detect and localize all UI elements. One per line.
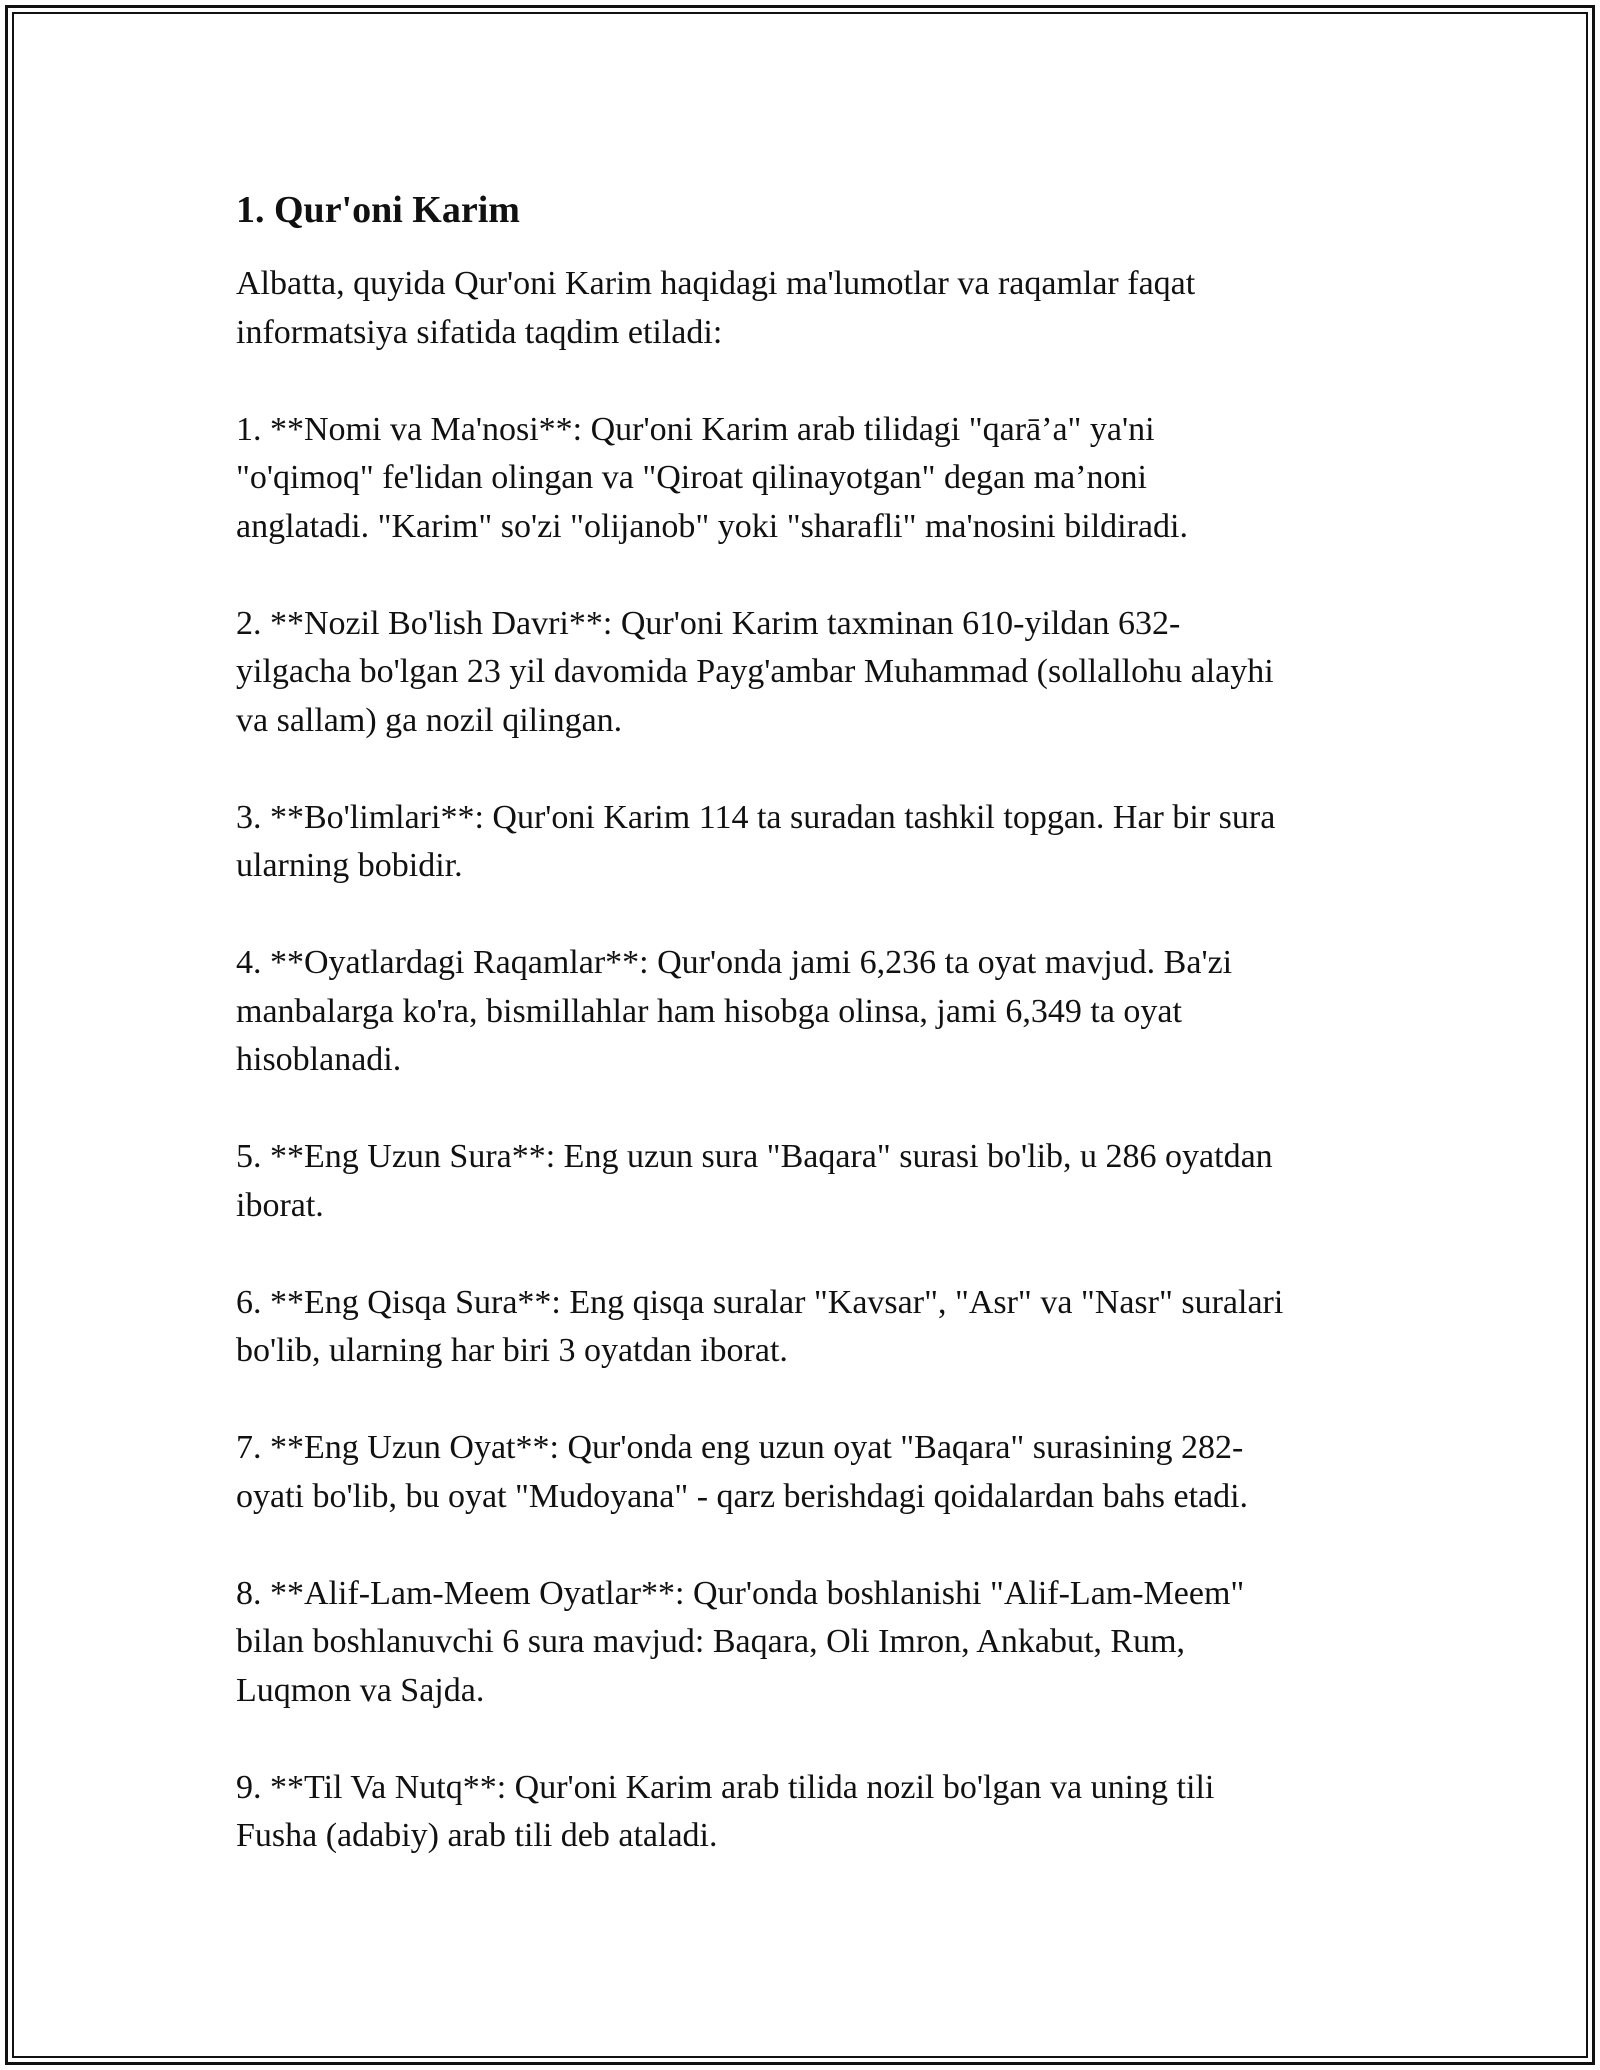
paragraph-line: 8. **Alif-Lam-Meem Oyatlar**: Qur'onda boshlanishi "Alif-Lam-Meem" xyxy=(236,1574,1245,1612)
paragraph-line: manbalarga ko'ra, bismillahlar ham hisobga olinsa, jami 6,349 ta oyat xyxy=(236,992,1182,1030)
paragraph-line: 2. **Nozil Bo'lish Davri**: Qur'oni Karim taxminan 610-yildan 632- xyxy=(236,604,1181,642)
paragraph-line: 3. **Bo'limlari**: Qur'oni Karim 114 ta suradan tashkil topgan. Har bir sura xyxy=(236,798,1276,836)
list-item-2 xyxy=(236,600,1376,746)
document-body xyxy=(236,186,1376,1909)
paragraph-line: bo'lib, ularning har biri 3 oyatdan iborat. xyxy=(236,1332,788,1369)
paragraph-line: oyati bo'lib, bu oyat "Mudoyana" - qarz berishdagi qoidalardan bahs etadi. xyxy=(236,1477,1249,1515)
list-item-6 xyxy=(236,1279,1376,1376)
list-item-3 xyxy=(236,794,1376,891)
paragraph-line: yilgacha bo'lgan 23 yil davomida Payg'ambar Muhammad (sollallohu alayhi xyxy=(236,653,1274,690)
paragraph-line: Fusha (adabiy) arab tili deb ataladi. xyxy=(236,1817,718,1854)
list-item-7 xyxy=(236,1424,1376,1521)
paragraph-line: informatsiya sifatida taqdim etiladi: xyxy=(236,313,723,351)
paragraph-line: ularning bobidir. xyxy=(236,847,463,884)
paragraph-line: anglatadi. "Karim" so'zi "olijanob" yoki "sharafli" ma'nosini bildiradi. xyxy=(236,507,1188,545)
paragraph-line: Luqmon va Sajda. xyxy=(236,1671,485,1709)
paragraph-line: 6. **Eng Qisqa Sura**: Eng qisqa suralar "Kavsar", "Asr" va "Nasr" suralari xyxy=(236,1283,1284,1321)
list-item-8 xyxy=(236,1570,1376,1716)
paragraph-line: iborat. xyxy=(236,1186,324,1224)
list-item-9 xyxy=(236,1764,1376,1861)
paragraph-line: Albatta, quyida Qur'oni Karim haqidagi ma'lumotlar va raqamlar faqat xyxy=(236,265,1196,302)
paragraph-line: hisoblanadi. xyxy=(236,1041,402,1078)
list-item-4 xyxy=(236,939,1376,1085)
document-title: 1. Qur'oni Karim xyxy=(236,189,520,231)
paragraph-line: 1. **Nomi va Ma'nosi**: Qur'oni Karim arab tilidagi "qarā’a" ya'ni xyxy=(236,410,1155,448)
list-item-5 xyxy=(236,1133,1376,1230)
paragraph-intro xyxy=(236,260,1376,357)
paragraph-line: 5. **Eng Uzun Sura**: Eng uzun sura "Baqara" surasi bo'lib, u 286 oyatdan xyxy=(236,1138,1273,1175)
paragraph-line: "o'qimoq" fe'lidan olingan va "Qiroat qilinayotgan" degan ma’noni xyxy=(236,459,1147,496)
paragraph-line: 7. **Eng Uzun Oyat**: Qur'onda eng uzun oyat "Baqara" surasining 282- xyxy=(236,1429,1244,1466)
paragraph-line: 4. **Oyatlardagi Raqamlar**: Qur'onda jami 6,236 ta oyat mavjud. Ba'zi xyxy=(236,944,1233,981)
list-item-1 xyxy=(236,406,1376,552)
paragraph-line: va sallam) ga nozil qilingan. xyxy=(236,701,623,739)
paragraph-line: 9. **Til Va Nutq**: Qur'oni Karim arab tilida nozil bo'lgan va uning tili xyxy=(236,1768,1215,1806)
paragraph-line: bilan boshlanuvchi 6 sura mavjud: Baqara, Oli Imron, Ankabut, Rum, xyxy=(236,1623,1186,1660)
